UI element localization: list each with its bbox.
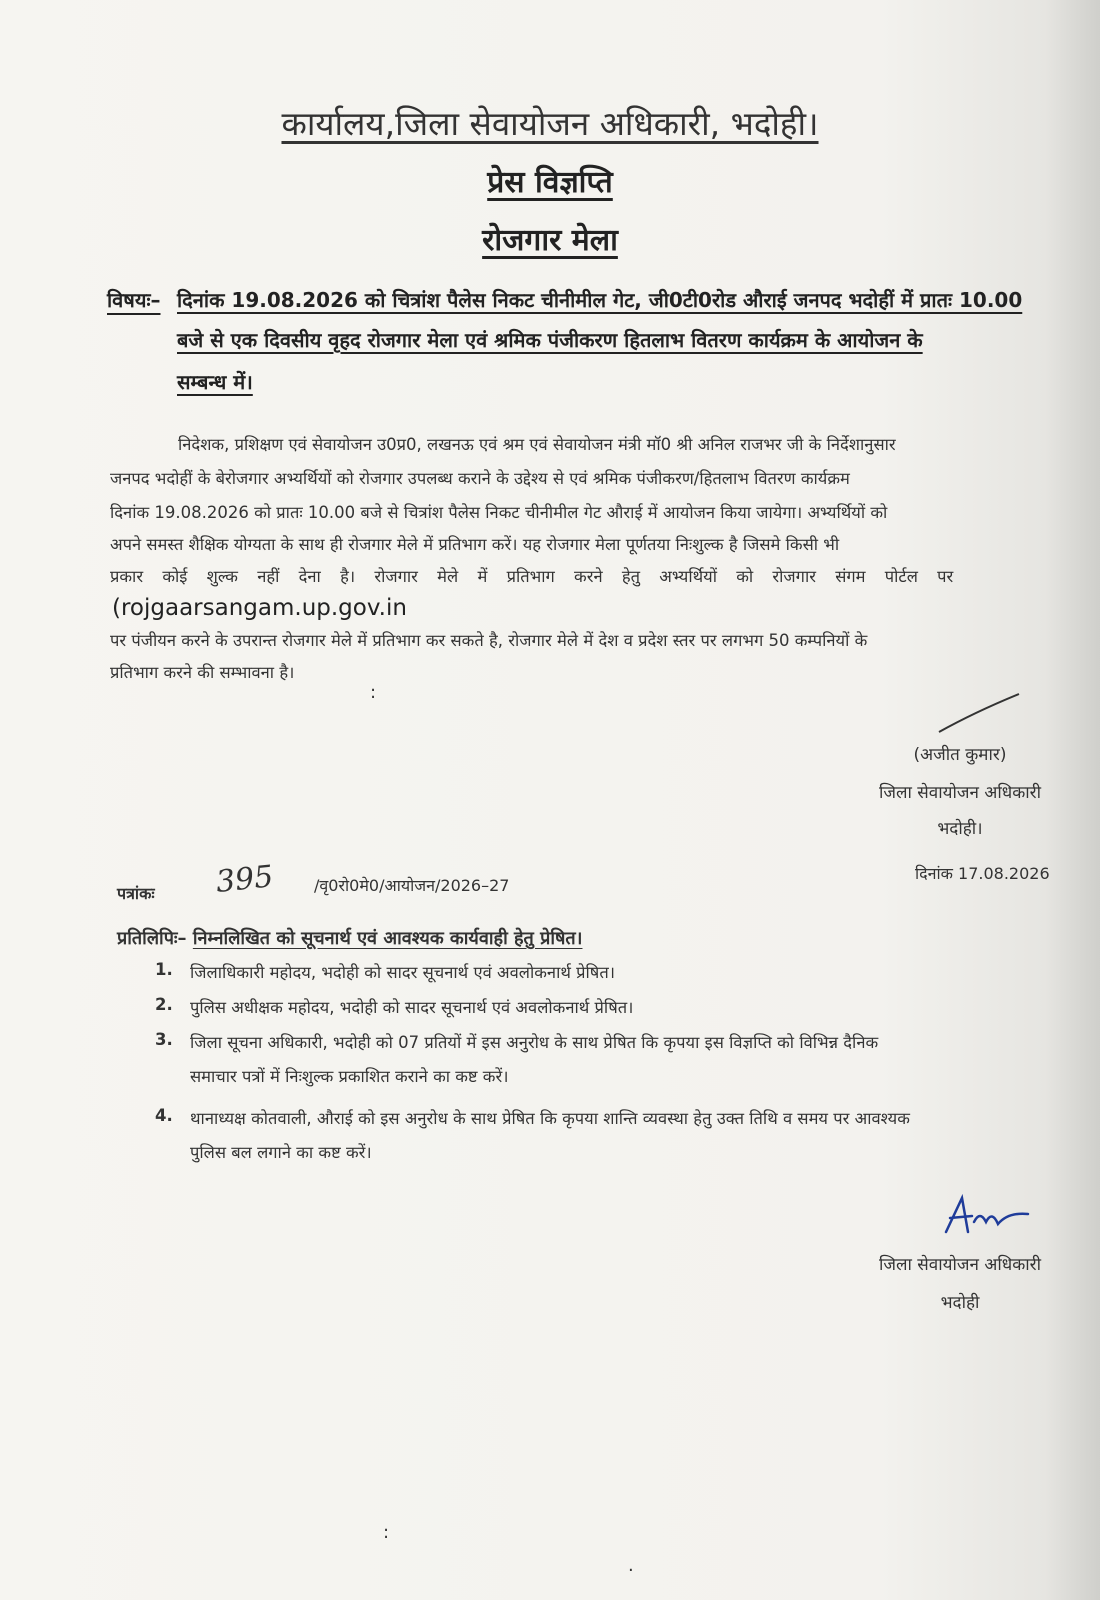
copy-to-label: प्रतिलिपिः– xyxy=(117,928,187,949)
subject-line-1: दिनांक 19.08.2026 को चित्रांश पैलेस निकट चीनीमील गेट, जी0टी0रोड औराई जनपद भदोहीं में प्रातः 10.00 xyxy=(177,288,1023,312)
office-heading-text: कार्यालय,जिला सेवायोजन अधिकारी, भदोही। xyxy=(281,104,819,143)
list-item-text: जिलाधिकारी महोदय, भदोही को सादर सूचनार्थ एवं अवलोकनार्थ प्रेषित। xyxy=(190,963,616,982)
signature-initials-icon xyxy=(938,1192,1038,1252)
stray-mark: : xyxy=(370,682,377,703)
signature-stroke-icon xyxy=(935,690,1025,740)
portal-url: (rojgaarsangam.up.gov.in xyxy=(112,595,407,621)
signatory-name: (अजीत कुमार) xyxy=(913,745,1007,765)
body-line-1: निदेशक, प्रशिक्षण एवं सेवायोजन उ0प्र0, लखनऊ एवं श्रम एवं सेवायोजन मंत्री मॉ0 श्री अनिल राजभर जी के निर्देशानुसार xyxy=(178,435,896,454)
footer-place: भदोही xyxy=(940,1293,980,1313)
list-item-number: 4. xyxy=(155,1106,173,1125)
press-release-title-text: प्रेस विज्ञप्ति xyxy=(487,165,613,200)
rozgar-mela-title-text: रोजगार मेला xyxy=(482,223,618,258)
list-item-text: पुलिस बल लगाने का कष्ट करें। xyxy=(190,1143,372,1162)
list-item-text: पुलिस अधीक्षक महोदय, भदोही को सादर सूचनार्थ एवं अवलोकनार्थ प्रेषित। xyxy=(190,998,634,1017)
copy-to-heading xyxy=(117,926,582,950)
body-line-2: जनपद भदोहीं के बेरोजगार अभ्यर्थियों को रोजगार उपलब्ध कराने के उद्देश्य से एवं श्रमिक पंजीकरण/हितलाभ वितरण कार्यक्रम xyxy=(110,469,850,488)
copy-to-text: निम्नलिखित को सूचनार्थ एवं आवश्यक कार्यवाही हेतु प्रेषित। xyxy=(192,928,583,949)
footer-designation: जिला सेवायोजन अधिकारी xyxy=(878,1255,1042,1275)
signatory-designation: जिला सेवायोजन अधिकारी xyxy=(878,783,1042,803)
stray-mark: . xyxy=(628,1555,634,1576)
subject-line-2: बजे से एक दिवसीय वृहद रोजगार मेला एवं श्रमिक पंजीकरण हितलाभ वितरण कार्यक्रम के आयोजन के xyxy=(177,328,923,352)
list-item-text: थानाध्यक्ष कोतवाली, औराई को इस अनुरोध के साथ प्रेषित कि कृपया शान्ति व्यवस्था हेतु उक्त तिथि व समय पर आवश्यक xyxy=(190,1109,910,1128)
rozgar-mela-title xyxy=(0,218,1100,259)
reference-label: पत्रांकः xyxy=(117,884,155,903)
list-item-text: जिला सूचना अधिकारी, भदोही को 07 प्रतियों में इस अनुरोध के साथ प्रेषित कि कृपया इस विज्ञप्ति को विभिन्न दैनिक xyxy=(190,1033,879,1052)
body-line-6: पर पंजीयन करने के उपरान्त रोजगार मेले में प्रतिभाग कर सकते है, रोजगार मेले में देश व प्रदेश स्तर पर लगभग 50 कम्पनियों के xyxy=(110,631,868,650)
press-release-title xyxy=(0,160,1100,201)
body-line-7: प्रतिभाग करने की सम्भावना है। xyxy=(110,663,295,682)
list-item-text: समाचार पत्रों में निःशुल्क प्रकाशित कराने का कष्ट करें। xyxy=(190,1067,509,1086)
signatory-place: भदोही। xyxy=(937,819,983,839)
list-item-number: 2. xyxy=(155,995,173,1014)
office-heading xyxy=(0,100,1100,145)
list-item-number: 1. xyxy=(155,960,173,979)
reference-path: /वृ0रो0मे0/आयोजन/2026–27 xyxy=(314,876,510,895)
issue-date: दिनांक 17.08.2026 xyxy=(915,864,1050,883)
reference-number: 395 xyxy=(214,859,275,900)
body-line-4: अपने समस्त शैक्षिक योग्यता के साथ ही रोजगार मेले में प्रतिभाग करें। यह रोजगार मेला पूर्णतया निःशुल्क है जिसमे किसी भी xyxy=(110,535,840,554)
subject-label: विषयः– xyxy=(107,288,161,312)
list-item-number: 3. xyxy=(155,1030,173,1049)
stray-mark: : xyxy=(383,1522,390,1543)
subject-line-3: सम्बन्ध में। xyxy=(177,370,253,394)
body-line-5: प्रकार कोई शुल्क नहीं देना है। रोजगार मेले में प्रतिभाग करने हेतु अभ्यर्थियों को रोजगार संगम पोर्टल पर xyxy=(110,567,954,586)
body-line-3: दिनांक 19.08.2026 को प्रातः 10.00 बजे से चित्रांश पैलेस निकट चीनीमील गेट औराई में आयोजन किया जायेगा। अभ्यर्थियों को xyxy=(110,503,888,522)
